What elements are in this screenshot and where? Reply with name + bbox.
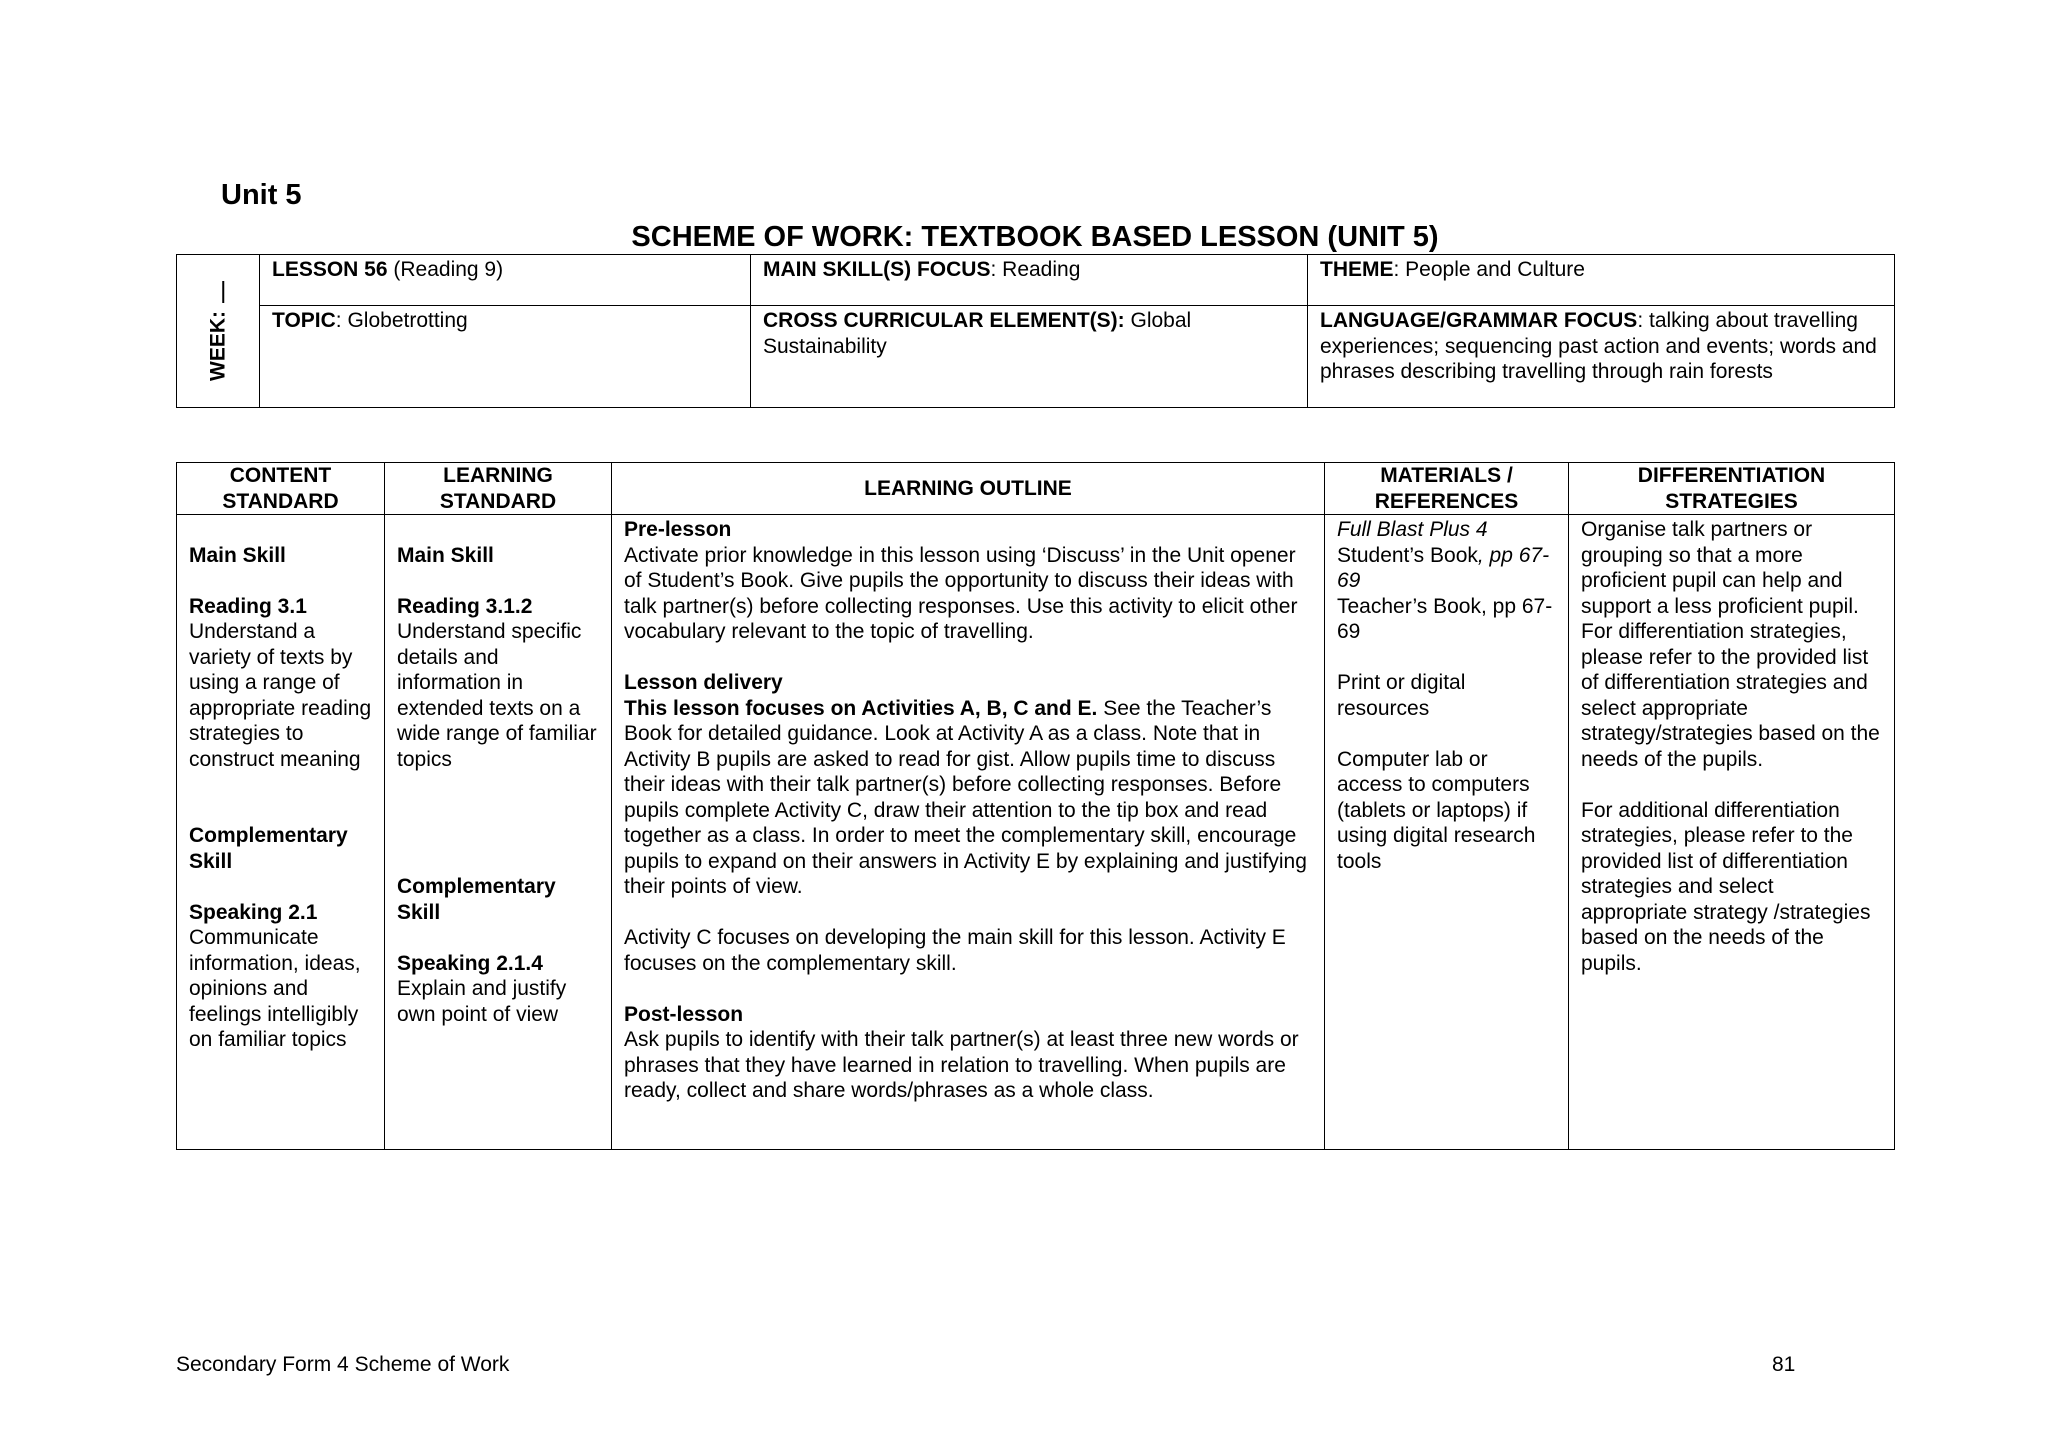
footer-page-number: 81 bbox=[1772, 1353, 1796, 1376]
main-skill-key: MAIN SKILL(S) FOCUS bbox=[763, 258, 991, 281]
learning-comp-heading: Complementary Skill bbox=[397, 875, 556, 924]
learning-main-code: Reading 3.1.2 bbox=[397, 594, 533, 618]
main-skill-cell bbox=[751, 255, 1308, 306]
column-header-materials: MATERIALS / REFERENCES bbox=[1325, 463, 1569, 515]
language-focus-value: : talking about travelling experiences; sequencing past action and events; words and phrases describing travelling through rain forests bbox=[1320, 309, 1877, 383]
materials-teachers-book: Teacher’s Book, pp 67-69 bbox=[1337, 594, 1553, 643]
differentiation-cell bbox=[1569, 515, 1895, 1150]
differentiation-para-1: Organise talk partners or grouping so that a more proficient pupil can help and support a less proficient pupil. For differentiation strategies, please refer to the provided list of differentiation strategies and select appropriate strategy/strategies based on the needs of the pupils. bbox=[1581, 518, 1880, 771]
lesson-value: (Reading 9) bbox=[387, 258, 504, 281]
learning-main-heading: Main Skill bbox=[397, 543, 494, 567]
learning-comp-code: Speaking 2.1.4 bbox=[397, 951, 543, 975]
post-lesson-heading: Post-lesson bbox=[624, 1002, 744, 1026]
column-header-content-standard: CONTENT STANDARD bbox=[177, 463, 385, 515]
week-label: WEEK: bbox=[205, 281, 231, 381]
content-main-heading: Main Skill bbox=[189, 543, 286, 567]
language-focus-key: LANGUAGE/GRAMMAR FOCUS bbox=[1320, 309, 1638, 332]
lesson-key: LESSON 56 bbox=[272, 258, 388, 281]
materials-cell bbox=[1325, 515, 1569, 1150]
lesson-cell bbox=[260, 255, 751, 306]
content-main-text: Understand a variety of texts by using a range of appropriate reading strategies to construct meaning bbox=[189, 620, 372, 771]
content-comp-heading: Complementary Skill bbox=[189, 824, 348, 873]
learning-main-text: Understand specific details and information in extended texts on a wide range of familiar topics bbox=[397, 620, 597, 771]
theme-key: THEME bbox=[1320, 258, 1394, 281]
activity-focus-text: Activity C focuses on developing the main skill for this lesson. Activity E focuses on the complementary skill. bbox=[624, 926, 1286, 975]
topic-value: : Globetrotting bbox=[335, 309, 468, 332]
main-skill-value: : Reading bbox=[990, 258, 1081, 281]
topic-cell bbox=[260, 306, 751, 408]
theme-value: : People and Culture bbox=[1393, 258, 1585, 281]
lesson-delivery-focus: This lesson focuses on Activities A, B, C and E. bbox=[624, 696, 1098, 720]
cross-curricular-key: CROSS CURRICULAR ELEMENT(S): bbox=[763, 309, 1125, 332]
lesson-delivery-text bbox=[624, 696, 1312, 900]
differentiation-para-2: For additional differentiation strategies, please refer to the provided list of differentiation strategies and select appropriate strategy /strategies based on the needs of the pupils. bbox=[1581, 798, 1871, 975]
content-standard-cell bbox=[177, 515, 385, 1150]
column-header-learning-standard: LEARNING STANDARD bbox=[385, 463, 612, 515]
pre-lesson-text: Activate prior knowledge in this lesson using ‘Discuss’ in the Unit opener of Student’s Book. Give pupils the opportunity to discuss their ideas with talk partner(s) before collecting responses. Use this activity to elicit other vocabulary relevant to the topic of travelling. bbox=[624, 543, 1298, 643]
materials-book-title: Full Blast Plus 4 bbox=[1337, 518, 1488, 541]
content-comp-code: Speaking 2.1 bbox=[189, 900, 318, 924]
page-title: SCHEME OF WORK: TEXTBOOK BASED LESSON (UNIT 5) bbox=[631, 221, 1439, 253]
lesson-header-table bbox=[176, 254, 1895, 408]
content-main-code: Reading 3.1 bbox=[189, 594, 307, 618]
lesson-delivery-body: See the Teacher’s Book for detailed guidance. Look at Activity A as a class. Note that in Activity B pupils are asked to read for gist. Allow pupils time to discuss their ideas with their talk partner(s) before collecting responses. Before pupils complete Activity C, draw their attention to the tip box and read together as a class. In order to meet the complementary skill, encourage pupils to expand on their answers in Activity E by explaining and justifying their points of view. bbox=[624, 696, 1307, 898]
footer-doc-name: Secondary Form 4 Scheme of Work bbox=[176, 1353, 510, 1376]
lesson-plan-table bbox=[176, 462, 1895, 1150]
learning-comp-text: Explain and justify own point of view bbox=[397, 977, 567, 1026]
theme-cell bbox=[1308, 255, 1895, 306]
cross-curricular-value: Global Sustainability bbox=[763, 309, 1192, 358]
column-header-differentiation: DIFFERENTIATION STRATEGIES bbox=[1569, 463, 1895, 515]
topic-key: TOPIC bbox=[272, 309, 336, 332]
column-header-learning-outline: LEARNING OUTLINE bbox=[612, 463, 1325, 515]
lesson-delivery-heading: Lesson delivery bbox=[624, 671, 783, 694]
post-lesson-text: Ask pupils to identify with their talk partner(s) at least three new words or phrases that they have learned in relation to travelling. When pupils are ready, collect and share words/phrases as a whole class. bbox=[624, 1028, 1299, 1102]
materials-print: Print or digital resources bbox=[1337, 671, 1466, 720]
pre-lesson-heading: Pre-lesson bbox=[624, 518, 732, 541]
language-focus-cell bbox=[1308, 306, 1895, 408]
learning-outline-cell bbox=[612, 515, 1325, 1150]
cross-curricular-cell bbox=[751, 306, 1308, 408]
content-comp-text: Communicate information, ideas, opinions and feelings intelligibly on familiar topics bbox=[189, 926, 361, 1051]
week-cell bbox=[177, 255, 260, 408]
materials-computer: Computer lab or access to computers (tablets or laptops) if using digital research tools bbox=[1337, 747, 1536, 873]
unit-label: Unit 5 bbox=[221, 179, 302, 211]
learning-standard-cell bbox=[385, 515, 612, 1150]
materials-students-book: Student’s Book, pp 67-69 bbox=[1337, 543, 1550, 592]
